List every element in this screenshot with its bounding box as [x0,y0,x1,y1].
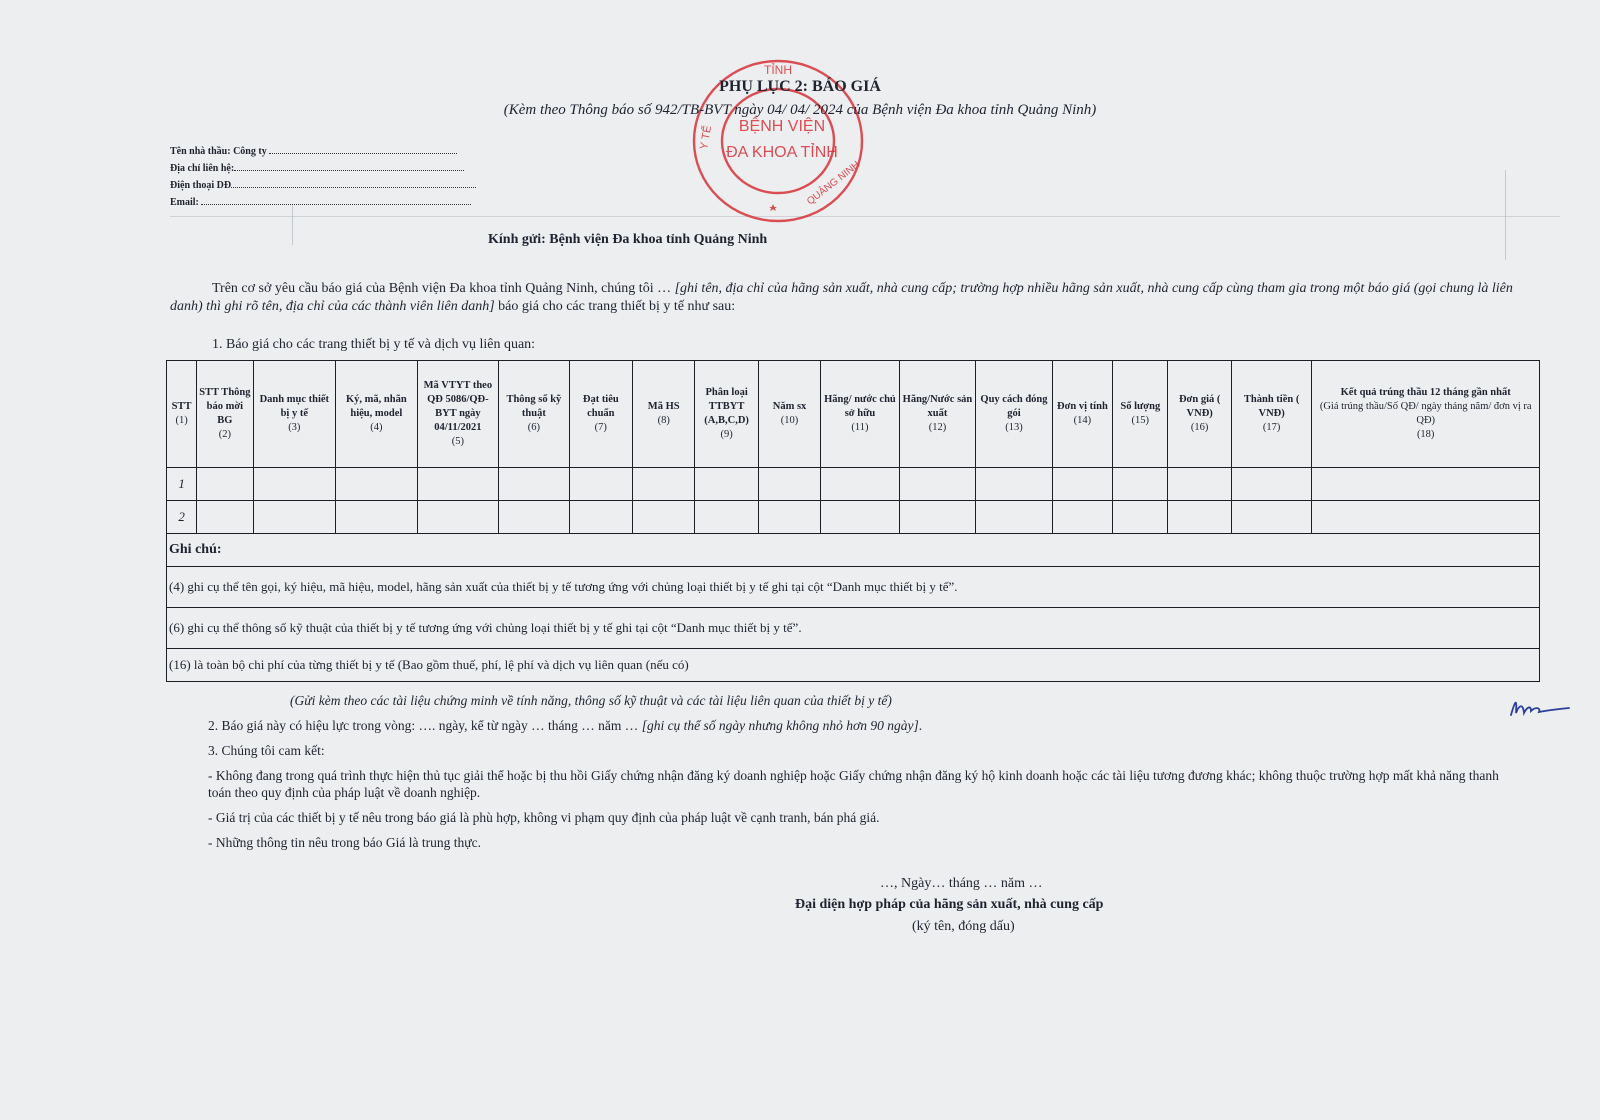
column-header: Mã VTYT theo QĐ 5086/QĐ-BYT ngày 04/11/2021 (5) [417,361,499,468]
note-row [167,567,1540,608]
table-cell[interactable] [821,501,900,534]
stamp-ring-bottom: QUẢNG NINH [805,159,863,208]
table-cell[interactable] [253,468,336,501]
note-item: (4) ghi cụ thể tên gọi, ký hiệu, mã hiệu, model, hãng sản xuất của thiết bị y tế tương ứng với chủng loại thiết bị y tế ghi tại cột “Danh mục thiết bị y tế”. [167,567,1540,608]
table-cell[interactable] [1312,468,1540,501]
column-header: Thông số kỹ thuật (6) [499,361,569,468]
contractor-email-label: Email: [170,197,199,208]
commitment-item: - Giá trị của các thiết bị y tế nêu trong báo giá là phù hợp, không vi phạm quy định của pháp luật về cạnh tranh, bán phá giá. [208,810,880,825]
table-cell[interactable] [1168,501,1231,534]
column-header: Ký, mã, nhãn hiệu, model (4) [336,361,418,468]
table-cell[interactable] [336,468,418,501]
table-cell[interactable] [758,501,820,534]
handwritten-initial [1505,693,1575,723]
notes-heading-row [167,534,1540,567]
table-cell[interactable] [899,501,976,534]
column-header: Hãng/ nước chủ sở hữu (11) [821,361,900,468]
table-cell[interactable] [1231,468,1312,501]
signature-date: …, Ngày… tháng … năm … [880,876,1043,891]
contractor-phone-field[interactable] [231,178,476,188]
contractor-name-label: Tên nhà thầu: Công ty [170,146,267,157]
contractor-phone-label: Điện thoại DĐ [170,180,232,191]
column-header: Đạt tiêu chuẩn (7) [569,361,632,468]
contractor-address-label: Địa chỉ liên hệ: [170,163,235,174]
greeting: Kính gửi: Bệnh viện Đa khoa tỉnh Quảng Ninh [488,232,768,247]
intro-italic: [ghi tên, địa chỉ của hãng sản xuất, nhà cung cấp; trường hợp nhiều hãng sản xuất, nhà cung cấp cùng tham gia trong một báo giá (gọi chung là liên danh) thì ghi rõ tên, địa chỉ của các thành viên liên danh] [170,281,1513,314]
stamp-top-text: TỈNH [764,63,792,77]
contractor-name-field[interactable] [269,144,457,154]
column-header: Mã HS (8) [633,361,695,468]
table-cell[interactable] [197,501,253,534]
table-cell[interactable] [1168,468,1231,501]
column-header: Quy cách đóng gói (13) [976,361,1053,468]
table-cell[interactable] [1052,501,1112,534]
table-cell[interactable] [499,501,569,534]
intro-lead: Trên cơ sở yêu cầu báo giá của Bệnh viện Đa khoa tỉnh Quảng Ninh, chúng tôi … [212,281,672,296]
table-cell[interactable] [336,501,418,534]
quote-table [166,360,1540,682]
row-number: 2 [167,501,197,534]
table-header-row [167,361,1540,468]
table-cell[interactable] [569,468,632,501]
contractor-email-field[interactable] [201,195,471,205]
commitment-item: - Không đang trong quá trình thực hiện thủ tục giải thể hoặc bị thu hồi Giấy chứng nhận đăng ký doanh nghiệp hoặc Giấy chứng nhận đăng ký hộ kinh doanh hoặc các tài liệu tương đương khác; không thuộc trường hợp mất khả năng thanh toán theo quy định của pháp luật về doanh nghiệp. [208,768,1499,800]
table-row [167,468,1540,501]
column-header: STT (1) [167,361,197,468]
note-row [167,608,1540,649]
table-cell[interactable] [821,468,900,501]
column-header: Danh mục thiết bị y tế (3) [253,361,336,468]
table-cell[interactable] [695,468,758,501]
section-1-heading: 1. Báo giá cho các trang thiết bị y tế và dịch vụ liên quan: [212,337,536,352]
table-cell[interactable] [976,501,1053,534]
table-cell[interactable] [1312,501,1540,534]
table-cell[interactable] [417,468,499,501]
contractor-address-field[interactable] [234,161,464,171]
stamp-line2: ĐA KHOA TỈNH [726,144,838,161]
signature-note: (ký tên, đóng dấu) [912,919,1015,934]
row-number: 1 [167,468,197,501]
table-row [167,501,1540,534]
commitment-heading: 3. Chúng tôi cam kết: [208,743,325,758]
table-cell[interactable] [758,468,820,501]
table-cell[interactable] [976,468,1053,501]
star-icon [769,204,777,211]
table-cell[interactable] [1052,468,1112,501]
table-cell[interactable] [899,468,976,501]
table-cell[interactable] [1113,501,1168,534]
scan-artifact-line [1505,170,1506,260]
table-cell[interactable] [1113,468,1168,501]
intro-tail: báo giá cho các trang thiết bị y tế như sau: [498,299,736,314]
column-header: Phân loại TTBYT (A,B,C,D) (9) [695,361,758,468]
column-header: Hãng/Nước sản xuất (12) [899,361,976,468]
intro-paragraph [170,280,1538,316]
column-header: Kết quả trúng thầu 12 tháng gần nhất (Giá trúng thầu/Số QĐ/ ngày tháng năm/ đơn vị ra QĐ) (18) [1312,361,1540,468]
table-cell[interactable] [197,468,253,501]
attachment-note: (Gửi kèm theo các tài liệu chứng minh về tính năng, thông số kỹ thuật và các tài liệu liên quan của thiết bị y tế) [290,693,892,708]
table-cell[interactable] [499,468,569,501]
note-item: (16) là toàn bộ chi phí của từng thiết bị y tế (Bao gồm thuế, phí, lệ phí và dịch vụ liên quan (nếu có) [167,649,1540,682]
table-cell[interactable] [633,468,695,501]
column-header: Đơn vị tính (14) [1052,361,1112,468]
table-cell[interactable] [253,501,336,534]
commitment-item: - Những thông tin nêu trong báo Giá là trung thực. [208,835,481,850]
scan-artifact-line [292,205,293,245]
stamp-ring-left: Y TẾ [698,124,715,151]
stamp-line1: BỆNH VIỆN [738,118,826,135]
validity-clause: 2. Báo giá này có hiệu lực trong vòng: …. ngày, kể từ ngày … tháng … năm … [ghi cụ thể số ngày nhưng không nhỏ hơn 90 ngày]. [208,718,923,733]
contractor-info [170,143,476,211]
notes-heading: Ghi chú: [167,534,1540,567]
column-header: Đơn giá ( VNĐ) (16) [1168,361,1231,468]
column-header: Năm sx (10) [758,361,820,468]
table-cell[interactable] [1231,501,1312,534]
table-cell[interactable] [569,501,632,534]
table-cell[interactable] [417,501,499,534]
signature-title: Đại diện hợp pháp của hãng sản xuất, nhà cung cấp [795,897,1104,912]
table-cell[interactable] [695,501,758,534]
table-cell[interactable] [633,501,695,534]
page-title: PHỤ LỤC 2: BÁO GIÁ [719,78,881,95]
page-subtitle: (Kèm theo Thông báo số 942/TB-BVT ngày 04/ 04/ 2024 của Bệnh viện Đa khoa tỉnh Quảng Ninh) [503,102,1097,118]
column-header: Số lượng (15) [1113,361,1168,468]
column-header: Thành tiền ( VNĐ) (17) [1231,361,1312,468]
note-item: (6) ghi cụ thể thông số kỹ thuật của thiết bị y tế tương ứng với chủng loại thiết bị y tế ghi tại cột “Danh mục thiết bị y tế”. [167,608,1540,649]
note-row [167,649,1540,682]
terms-list [208,717,1508,859]
column-header: STT Thông báo mời BG (2) [197,361,253,468]
